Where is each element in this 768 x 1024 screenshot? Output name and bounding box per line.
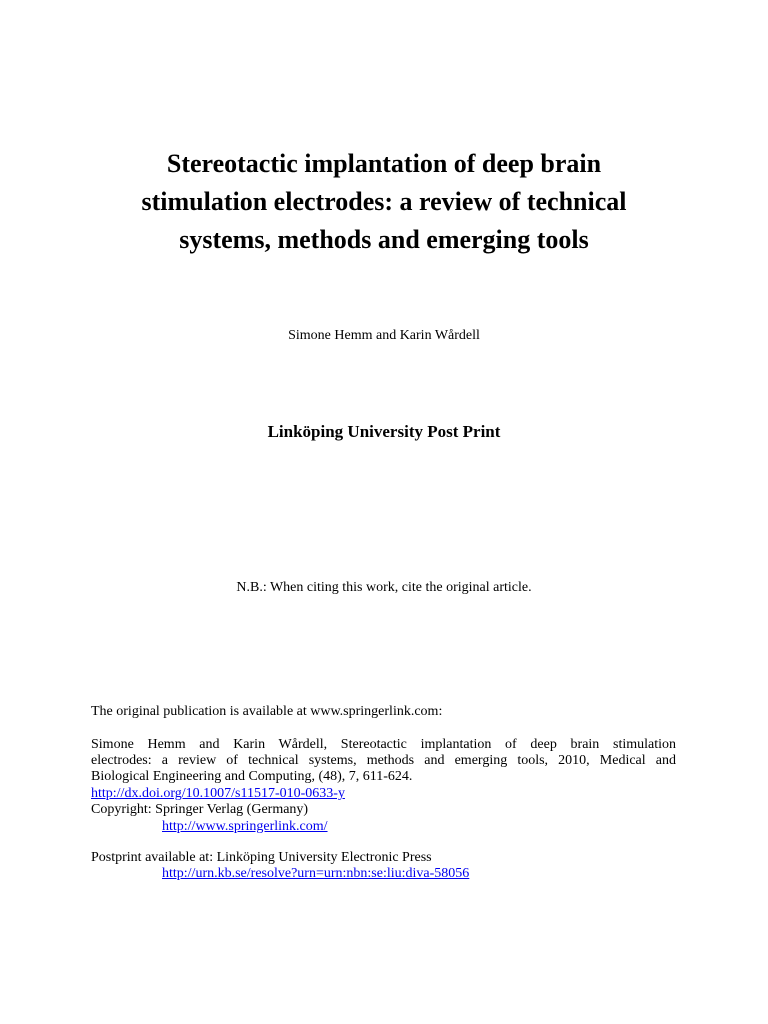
citation-line: Biological Engineering and Computing, (48), 7, 611-624. — [91, 769, 413, 784]
citation-line: Simone Hemm and Karin Wårdell, Stereotactic implantation of deep brain stimulation — [91, 737, 676, 752]
document-title — [80, 145, 688, 259]
doi-link[interactable]: http://dx.doi.org/10.1007/s11517-010-0633-y — [91, 786, 345, 801]
title-line: stimulation electrodes: a review of technical — [141, 187, 627, 216]
diva-link[interactable]: http://urn.kb.se/resolve?urn=urn:nbn:se:liu:diva-58056 — [162, 866, 470, 881]
citation — [91, 737, 676, 785]
citation-note: N.B.: When citing this work, cite the original article. — [236, 580, 532, 595]
citation-line: electrodes: a review of technical systems, methods and emerging tools, 2010, Medical and — [91, 753, 676, 768]
authors: Simone Hemm and Karin Wårdell — [288, 328, 480, 343]
copyright: Copyright: Springer Verlag (Germany) — [91, 802, 309, 817]
title-line: systems, methods and emerging tools — [179, 225, 589, 254]
title-line: Stereotactic implantation of deep brain — [166, 149, 602, 178]
original-publication-note: The original publication is available at www.springerlink.com: — [91, 704, 443, 719]
doi-line — [91, 786, 676, 802]
post-print-label: Linköping University Post Print — [267, 422, 501, 441]
diva-line — [162, 866, 612, 882]
springer-line — [162, 819, 562, 835]
springer-link[interactable]: http://www.springerlink.com/ — [162, 819, 328, 834]
postprint-available-note: Postprint available at: Linköping University Electronic Press — [91, 850, 432, 865]
